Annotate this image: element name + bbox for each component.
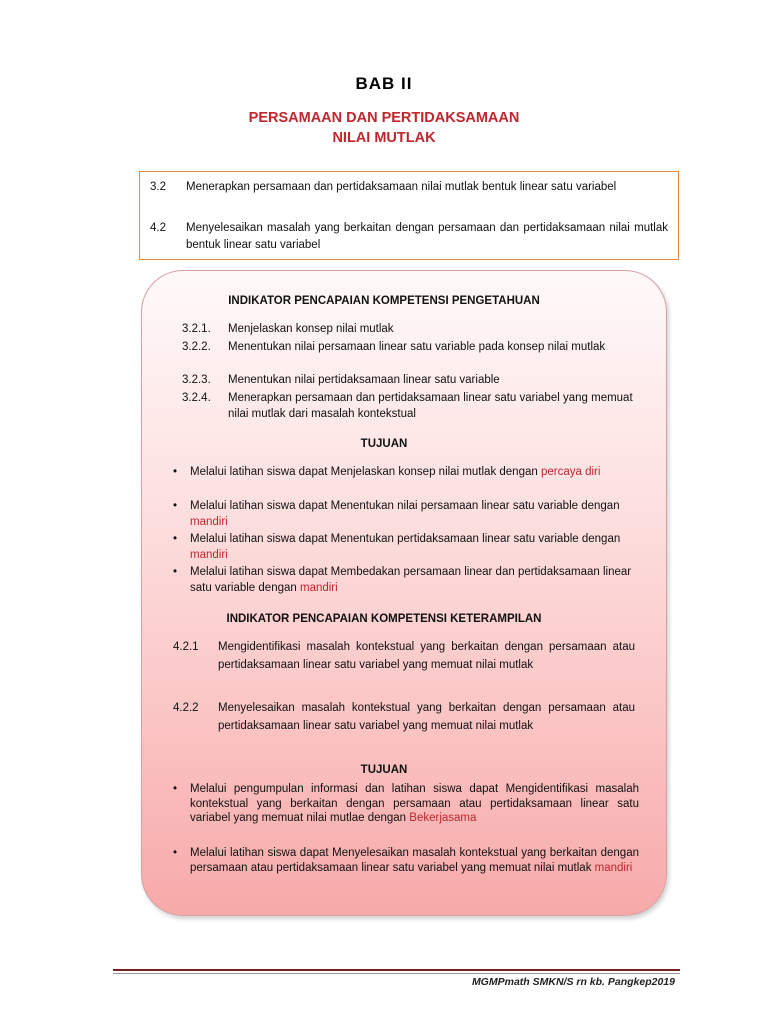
goal-item [173,531,643,563]
item-number: 3.2.4. [182,392,211,404]
bullet-icon: • [173,500,178,512]
character-value: percaya diri [540,466,601,478]
bullet-icon: • [173,783,178,795]
goal-item [173,464,643,480]
goals-heading-skills: TUJUAN [360,764,408,776]
skills-heading: INDIKATOR PENCAPAIAN KOMPETENSI KETERAMPILAN [226,613,542,625]
competency-number: 3.2 [150,181,166,193]
competency-number: 4.2 [150,222,166,234]
footer-rule-thin [113,973,680,974]
character-value: mandiri [190,549,228,561]
character-value: mandiri [299,582,338,594]
page-title [0,108,768,148]
knowledge-item [182,390,642,422]
competency-box [139,171,679,260]
footer-rule [113,969,680,971]
goal-item [173,564,643,596]
item-text: Menyelesaikan masalah kontekstual yang berkaitan dengan persamaan atau pertidaksamaan linear satu variabel yang memuat nilai mutlak [218,702,635,732]
skill-item [173,638,635,674]
bullet-icon: • [173,533,178,545]
footer-text: MGMPmath SMKN/S rn kb. Pangkep2019 [471,976,675,988]
goal-item [173,846,639,875]
knowledge-heading: INDIKATOR PENCAPAIAN KOMPETENSI PENGETAHUAN [228,295,540,307]
character-value: mandiri [190,516,228,528]
item-text: Menentukan nilai pertidaksamaan linear satu variable [228,374,500,386]
title-line-2: NILAI MUTLAK [332,130,436,146]
goal-text: Melalui latihan siswa dapat Membedakan persamaan linear dan pertidaksamaan linear satu variable dengan [190,566,632,594]
goals-heading-knowledge: TUJUAN [360,438,408,450]
item-number: 3.2.2. [182,341,211,353]
goal-text: Melalui pengumpulan informasi dan latihan siswa dapat Mengidentifikasi masalah kontekstual yang berkaitan dengan persamaan atau pertidaksamaan linear satu variabel yang memuat nilai mutlae dengan [190,783,639,824]
competency-text: Menyelesaikan masalah yang berkaitan dengan persamaan dan pertidaksamaan nilai mutlak bentuk linear satu variabel [186,222,668,251]
goal-item [173,498,643,530]
goal-text: Melalui latihan siswa dapat Menentukan nilai persamaan linear satu variable dengan [190,500,620,512]
competency-item-4-2 [150,220,668,254]
knowledge-item [182,321,642,337]
chapter-title: BAB II [355,74,413,93]
item-number: 4.2.1 [173,641,199,653]
goal-item [173,782,639,826]
knowledge-item [182,339,642,355]
goal-text: Melalui latihan siswa dapat Menjelaskan konsep nilai mutlak dengan [190,466,538,478]
item-number: 3.2.3. [182,374,211,386]
skill-item [173,699,635,735]
item-number: 4.2.2 [173,702,199,714]
item-text: Menerapkan persamaan dan pertidaksamaan linear satu variabel yang memuat nilai mutlak dari masalah kontekstual [228,392,633,420]
item-text: Menentukan nilai persamaan linear satu variable pada konsep nilai mutlak [228,341,606,353]
competency-text: Menerapkan persamaan dan pertidaksamaan nilai mutlak bentuk linear satu variabel [186,181,617,193]
goal-text: Melalui latihan siswa dapat Menyelesaikan masalah kontekstual yang berkaitan dengan persamaan atau pertidaksamaan linear satu variabel yang memuat nilai mutlak [190,847,639,874]
item-text: Menjelaskan konsep nilai mutlak [228,323,394,335]
bullet-icon: • [173,566,178,578]
character-value: Bekerjasama [409,812,477,824]
character-value: mandiri [594,861,633,874]
bullet-icon: • [173,847,178,859]
item-number: 3.2.1. [182,323,211,335]
goal-text: Melalui latihan siswa dapat Menentukan pertidaksamaan linear satu variable dengan [190,533,621,545]
knowledge-item [182,372,642,388]
competency-item-3-2 [150,179,668,196]
title-line-1: PERSAMAAN DAN PERTIDAKSAMAAN [248,110,520,126]
bullet-icon: • [173,466,178,478]
item-text: Mengidentifikasi masalah kontekstual yang berkaitan dengan persamaan atau pertidaksamaan linear satu variabel yang memuat nilai mutlak [218,641,635,671]
